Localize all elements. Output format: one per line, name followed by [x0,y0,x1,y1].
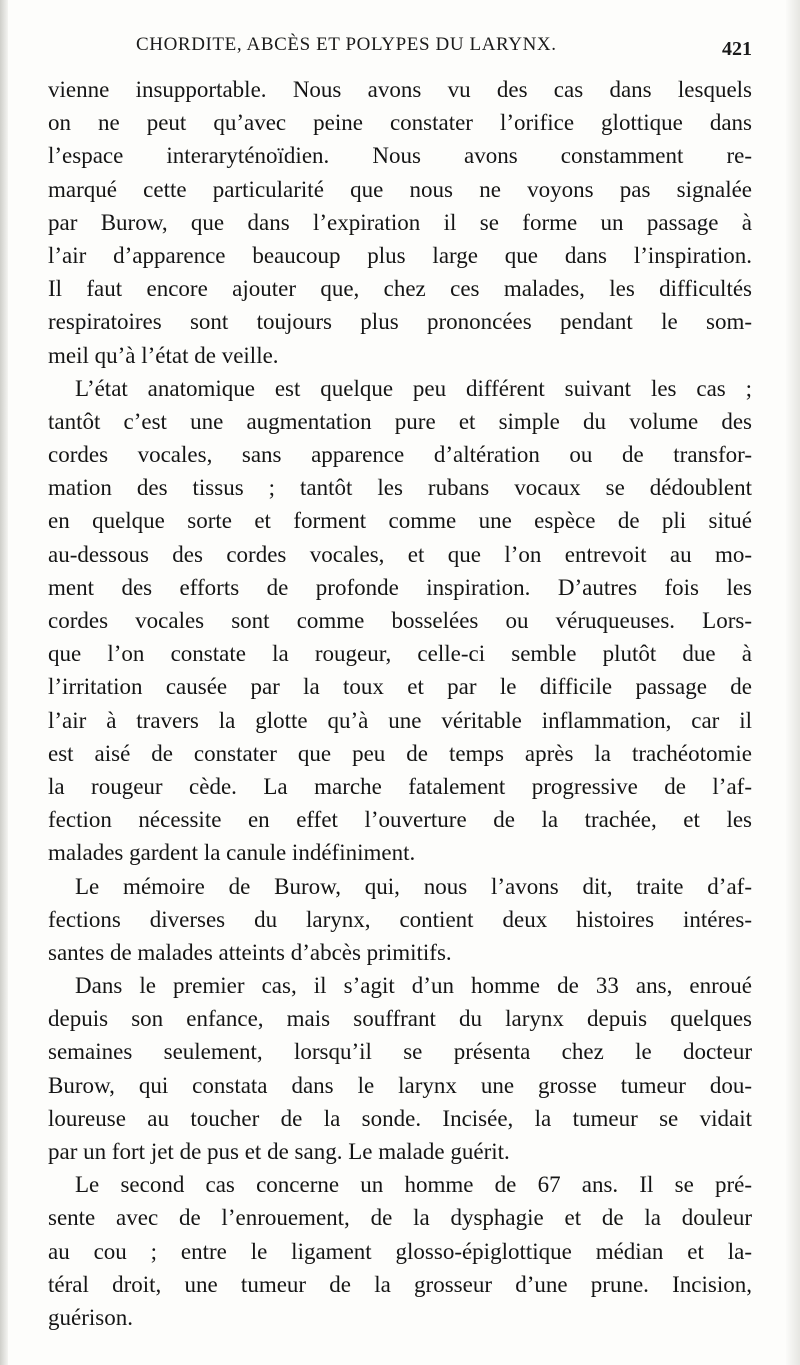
text-line: l’air d’apparence beaucoup plus large que dans l’inspiration. [48,242,752,268]
text-line: guérison. [48,1304,133,1330]
text-line: Le mémoire de Burow, qui, nous l’avons dit, traite d’af- [75,873,752,899]
page-right-edge-shadow [786,0,800,1365]
body-text [48,73,752,1334]
paragraph-1 [48,73,752,372]
text-line: depuis son enfance, mais souffrant du larynx depuis quelques [48,1006,752,1032]
text-line: que l’on constate la rougeur, celle-ci semble plutôt due à [48,641,752,667]
text-line: sente avec de l’enrouement, de la dysphagie et de la douleur [48,1205,752,1231]
text-line: l’espace interaryténoïdien. Nous avons constamment re- [48,143,752,169]
text-line: L’état anatomique est quelque peu différent suivant les cas ; [75,375,752,401]
text-line: Il faut encore ajouter que, chez ces malades, les difficultés [48,276,752,302]
text-line: fection nécessite en effet l’ouverture de la trachée, et les [48,807,752,833]
paragraph-2 [48,372,752,870]
text-line: la rougeur cède. La marche fatalement progressive de l’af- [48,773,752,799]
text-line: au cou ; entre le ligament glosso-épiglottique médian et la- [48,1238,752,1264]
text-line: on ne peut qu’avec peine constater l’orifice glottique dans [48,110,752,136]
text-line: Le second cas concerne un homme de 67 ans. Il se pré- [75,1172,752,1198]
paragraph-4 [48,969,752,1168]
text-line: marqué cette particularité que nous ne voyons pas signalée [48,176,752,202]
text-line: par Burow, que dans l’expiration il se forme un passage à [48,209,752,235]
running-title: CHORDITE, ABCÈS ET POLYPES DU LARYNX. [136,34,557,55]
text-line: Burow, qui constata dans le larynx une grosse tumeur dou- [48,1072,752,1098]
text-line: semaines seulement, lorsqu’il se présenta chez le docteur [48,1039,752,1065]
page-number: 421 [722,38,752,60]
text-line: en quelque sorte et forment comme une espèce de pli situé [48,508,752,534]
paragraph-3 [48,870,752,970]
text-line: vienne insupportable. Nous avons vu des cas dans lesquels [48,77,752,102]
text-line: l’air à travers la glotte qu’à une véritable inflammation, car il [48,707,752,733]
text-line: l’irritation causée par la toux et par le difficile passage de [48,674,752,700]
text-line: loureuse au toucher de la sonde. Incisée, la tumeur se vidait [48,1105,752,1131]
text-line: cordes vocales sont comme bosselées ou véruqueuses. Lors- [48,608,752,633]
text-line: fections diverses du larynx, contient deux histoires intéres- [48,906,752,932]
text-line: téral droit, une tumeur de la grosseur d’une prune. Incision, [48,1271,752,1297]
text-line: santes de malades atteints d’abcès primitifs. [48,939,452,965]
paragraph-5 [48,1168,752,1334]
running-head [48,30,752,66]
page-left-edge-shadow [0,0,8,1365]
text-line: au-dessous des cordes vocales, et que l’on entrevoit au mo- [48,541,752,567]
text-line: tantôt c’est une augmentation pure et simple du volume des [48,408,752,434]
text-line: mation des tissus ; tantôt les rubans vocaux se dédoublent [48,475,752,501]
text-line: est aisé de constater que peu de temps après la trachéotomie [48,740,752,766]
text-line: respiratoires sont toujours plus prononcées pendant le som- [48,309,752,335]
text-line: cordes vocales, sans apparence d’altération ou de transfor- [48,442,752,468]
text-line: par un fort jet de pus et de sang. Le malade guérit. [48,1139,510,1164]
text-line: ment des efforts de profonde inspiration. D’autres fois les [48,574,752,600]
text-line: malades gardent la canule indéfiniment. [48,840,416,866]
text-line: Dans le premier cas, il s’agit d’un homme de 33 ans, enroué [75,973,752,999]
text-line: meil qu’à l’état de veille. [48,342,279,368]
